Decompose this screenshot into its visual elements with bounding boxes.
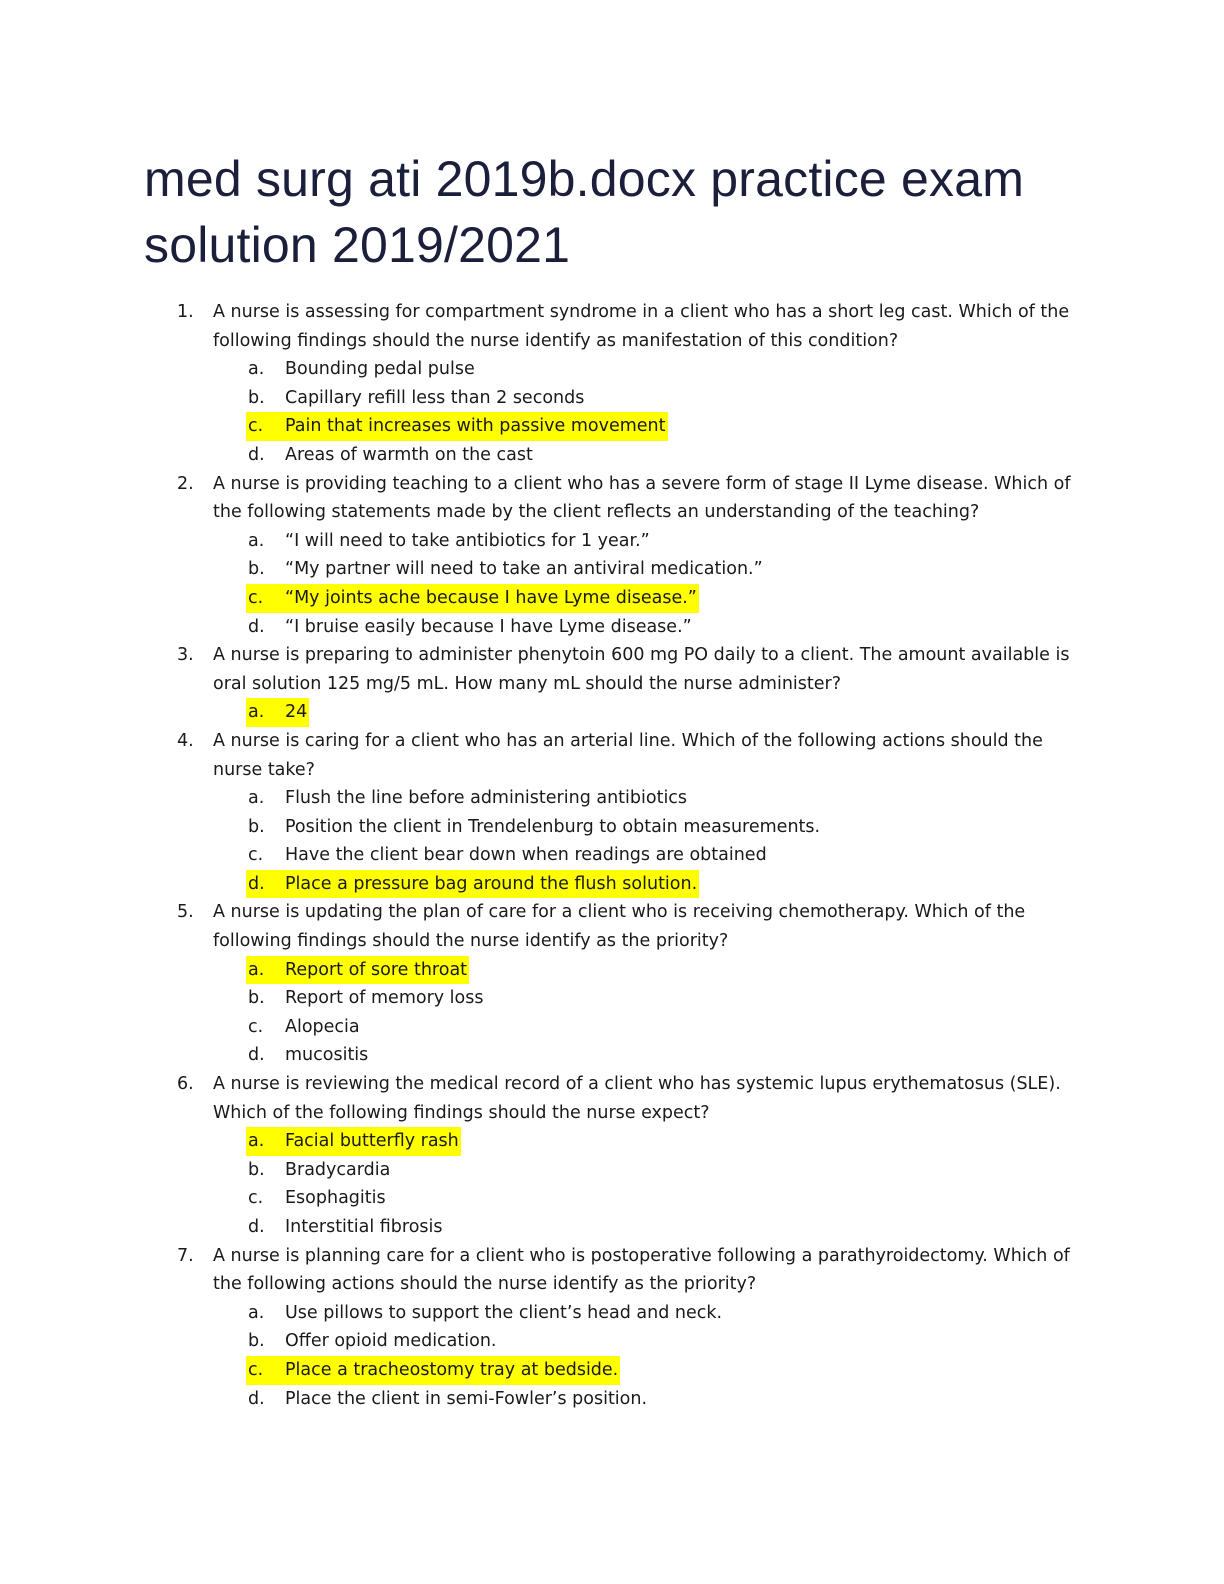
question-5 [0,898,1224,1070]
answer-option-content [248,1013,360,1042]
option-text: Place a pressure bag around the flush solution. [285,873,698,894]
question-6-option-b [0,1156,1224,1185]
question-4 [0,727,1224,899]
question-3 [0,641,1224,727]
highlighted-answer [246,698,309,727]
option-letter: d. [248,616,265,637]
question-6 [0,1070,1224,1242]
answer-option-content [248,784,687,813]
answer-option-content [248,384,584,413]
option-text: Offer opioid medication. [285,1331,497,1352]
answer-option-content [248,1299,722,1328]
option-text: Alopecia [285,1016,360,1037]
question-7 [0,1242,1224,1414]
question-text: A nurse is reviewing the medical record of a client who has systemic lupus erythematosus (SLE). Which of the following findings should the nurse expect? [213,1074,1061,1123]
question-6-option-a [0,1127,1224,1156]
option-text: “I will need to take antibiotics for 1 year.” [285,530,650,551]
highlighted-answer [246,1356,620,1385]
option-text: mucositis [285,1045,369,1066]
option-letter: a. [248,359,265,380]
option-letter: d. [248,1217,265,1237]
option-text: Areas of warmth on the cast [285,444,533,465]
option-letter: c. [248,587,264,608]
question-4-option-d [0,870,1224,899]
question-3-option-a [0,698,1224,727]
option-letter: d. [248,1388,265,1409]
question-number: 6. [177,1074,194,1095]
question-7-option-a [0,1299,1224,1328]
answer-option-content [248,1327,497,1356]
question-7-option-b [0,1327,1224,1356]
answer-options [0,527,1224,641]
question-text: A nurse is preparing to administer phenytoin 600 mg PO daily to a client. The amount available is oral solution 125 mg/5 mL. How many mL should the nurse administer? [213,645,1070,694]
option-letter: c. [248,1016,264,1037]
highlighted-answer [246,1127,461,1156]
option-letter: a. [248,530,265,551]
question-number: 7. [177,1245,194,1266]
highlighted-answer [246,870,699,899]
question-2-option-b [0,555,1224,584]
option-text: “My partner will need to take an antiviral medication.” [285,559,763,580]
answer-options [0,1299,1224,1413]
option-text: Report of sore throat [285,959,468,980]
question-2-option-a [0,527,1224,556]
question-1 [0,298,1224,470]
answer-option-content [248,1184,386,1213]
option-letter: c. [248,416,264,437]
answer-option-content [248,1041,368,1070]
option-text: Facial butterfly rash [285,1131,459,1152]
answer-option-content [248,613,692,642]
highlighted-answer [246,412,668,441]
answer-options [0,698,1224,727]
question-5-option-d [0,1041,1224,1070]
answer-option-content [248,984,484,1013]
option-letter: a. [248,959,265,980]
option-letter: a. [248,702,265,723]
answer-option-content [248,441,533,470]
option-letter: b. [248,988,265,1009]
question-stem [0,1242,1073,1299]
option-letter: c. [248,1188,264,1209]
option-letter: b. [248,1331,265,1352]
document-title: med surg ati 2019b.docx practice exam solution 2019/2021 [144,151,1025,273]
answer-option-content [248,1213,443,1242]
question-7-option-c [0,1356,1224,1385]
question-number: 3. [177,645,194,666]
question-stem [0,1070,1073,1127]
option-text: “I bruise easily because I have Lyme disease.” [285,616,692,637]
option-letter: c. [248,845,264,866]
question-stem [0,727,1073,784]
option-text: Pain that increases with passive movement [285,416,666,437]
question-6-option-d [0,1213,1224,1242]
question-text: A nurse is providing teaching to a client who has a severe form of stage II Lyme disease. Which of the following statements made by the client reflects an understanding of the teaching? [213,473,1071,523]
highlighted-answer [246,956,469,985]
option-text: Bradycardia [285,1159,391,1180]
option-text: Capillary refill less than 2 seconds [285,387,585,408]
question-2 [0,470,1224,642]
option-text: Place a tracheostomy tray at bedside. [285,1359,619,1380]
answer-options [0,1127,1224,1241]
option-letter: d. [248,444,265,465]
answer-option-content [248,1385,647,1414]
option-text: Bounding pedal pulse [285,359,475,380]
question-number: 2. [177,473,194,494]
option-text: “My joints ache because I have Lyme disease.” [285,587,697,608]
question-2-option-d [0,613,1224,642]
answer-options [0,355,1224,469]
question-stem [0,470,1073,527]
question-1-option-c [0,412,1224,441]
question-5-option-a [0,956,1224,985]
option-letter: a. [248,1131,265,1152]
option-text: Flush the line before administering antibiotics [285,788,688,809]
question-4-option-c [0,841,1224,870]
question-6-option-c [0,1184,1224,1213]
answer-option-content [248,555,763,584]
option-letter: a. [248,1302,265,1323]
option-text: Interstitial fibrosis [285,1217,443,1237]
question-text: A nurse is planning care for a client who is postoperative following a parathyroidectomy. Which of the following actions should the nurse identify as the priority? [213,1245,1070,1295]
question-1-option-b [0,384,1224,413]
option-text: Use pillows to support the client’s head and neck. [285,1302,723,1323]
question-stem [0,898,1073,955]
option-letter: a. [248,788,265,809]
question-stem [0,298,1073,355]
option-text: Esophagitis [285,1188,386,1209]
option-text: Report of memory loss [285,988,484,1009]
question-1-option-a [0,355,1224,384]
question-4-option-b [0,813,1224,842]
question-stem [0,641,1073,698]
answer-option-content [248,355,475,384]
question-text: A nurse is assessing for compartment syndrome in a client who has a short leg cast. Which of the following findings should the nurse identify as manifestation of this condition? [213,302,1070,351]
option-text: Place the client in semi-Fowler’s position. [285,1388,648,1409]
question-number: 4. [177,730,194,751]
option-letter: b. [248,816,265,837]
question-2-option-c [0,584,1224,613]
question-text: A nurse is updating the plan of care for a client who is receiving chemotherapy. Which of the following findings should the nurse identify as the priority? [213,902,1026,952]
option-letter: d. [248,1045,265,1066]
option-letter: b. [248,387,265,408]
question-4-option-a [0,784,1224,813]
option-text: Have the client bear down when readings are obtained [285,845,767,866]
option-text: Position the client in Trendelenburg to obtain measurements. [285,816,821,837]
answer-option-content [248,1156,390,1185]
highlighted-answer [246,584,699,613]
option-letter: b. [248,1159,265,1180]
question-5-option-b [0,984,1224,1013]
question-5-option-c [0,1013,1224,1042]
option-text: 24 [285,702,308,723]
option-letter: c. [248,1359,264,1380]
question-7-option-d [0,1385,1224,1414]
question-list [0,298,1224,1413]
answer-option-content [248,527,650,556]
answer-options [0,784,1224,898]
question-text: A nurse is caring for a client who has an arterial line. Which of the following actions should the nurse take? [213,730,1043,780]
option-letter: d. [248,873,265,894]
question-1-option-d [0,441,1224,470]
option-letter: b. [248,559,265,580]
answer-options [0,956,1224,1070]
answer-option-content [248,841,767,870]
question-number: 5. [177,902,194,923]
answer-option-content [248,813,820,842]
question-number: 1. [177,302,194,322]
